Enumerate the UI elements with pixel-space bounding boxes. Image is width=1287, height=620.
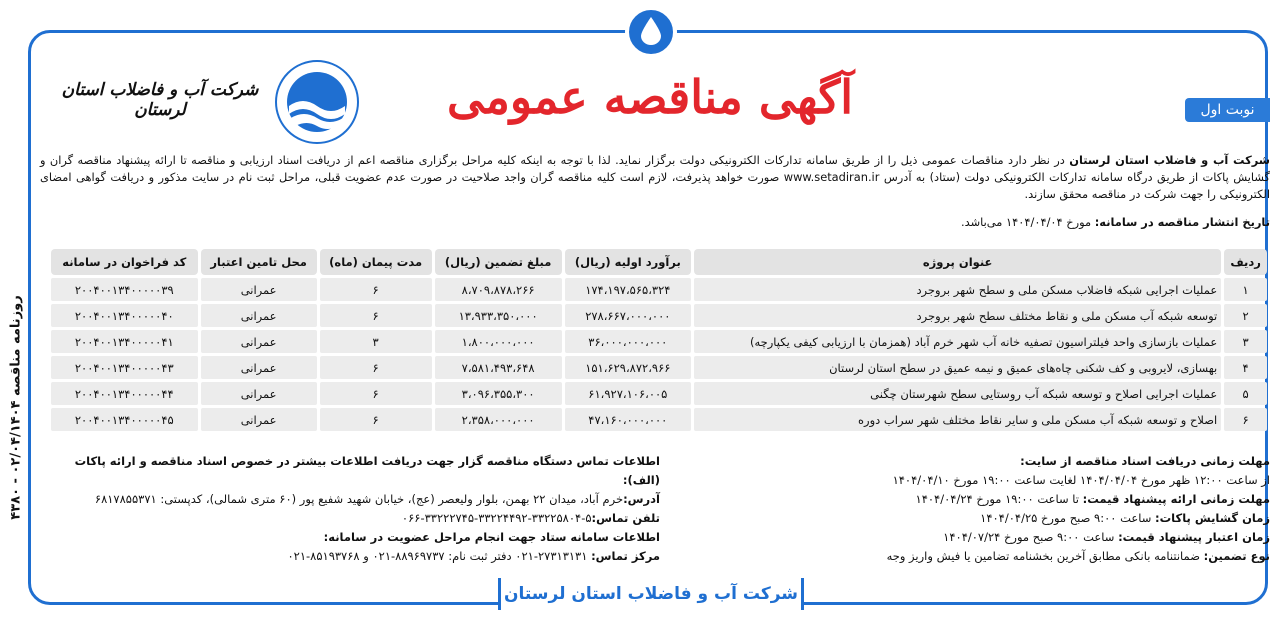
cell-row-number: ۵ — [1224, 382, 1267, 405]
cell-project-title: عملیات بازسازی واحد فیلتراسیون تصفیه خانه آب شهر خرم آباد (همزمان با ارزیابی کیفی یکپارچه) — [694, 330, 1221, 353]
tender-table — [48, 246, 1270, 434]
col-code: کد فراخوان در سامانه — [51, 249, 198, 275]
cell-row-number: ۲ — [1224, 304, 1267, 327]
cell-estimate: ۶۱،۹۲۷،۱۰۶،۰۰۵ — [565, 382, 691, 405]
cell-duration: ۳ — [320, 330, 432, 353]
cell-code: ۲۰۰۴۰۰۱۳۴۰۰۰۰۰۴۳ — [51, 356, 198, 379]
call-center-value: ۲۷۳۱۳۱۳۱-۰۲۱ دفتر ثبت نام: ۸۸۹۶۹۷۳۷-۰۲۱ و ۸۵۱۹۳۷۶۸-۰۲۱ — [287, 549, 592, 563]
address-value: خرم آباد، میدان ۲۲ بهمن، بلوار ولیعصر (عج)، خیابان شهید شفیع پور (۶۰ متری شمالی)، کدپستی: ۶۸۱۷۸۵۵۳۷۱ — [94, 492, 624, 506]
cell-row-number: ۱ — [1224, 278, 1267, 301]
water-drop-icon — [625, 6, 677, 58]
intro-text: در نظر دارد مناقصات عمومی ذیل را از طریق سامانه تدارکات الکترونیکی دولت برگزار نماید. لذا با توجه به اینکه کلیه مراحل برگزاری مناقصه اعم از دریافت اسناد ارزیابی و مناقصه تا ارائه پیشنهاد مناقصه گران و گشایش پاکات از طریق درگاه سامانه تدارکات الکترونیکی دولت (ستاد) به آدرس www.setadiran.ir صورت خواهد پذیرفت، لازم است کلیه مناقصه گران واجد صلاحیت در صورت عدم عضویت قبلی، مراحل ثبت نام در سایت مذکور و دریافت گواهی امضای الکترونیکی را جهت شرکت در مناقصه محقق سازند. — [40, 153, 1270, 201]
cell-funding: عمرانی — [201, 382, 317, 405]
cell-estimate: ۲۷۸،۶۶۷،۰۰۰،۰۰۰ — [565, 304, 691, 327]
cell-guarantee: ۸،۷۰۹،۸۷۸،۲۶۶ — [435, 278, 562, 301]
cell-guarantee: ۷،۵۸۱،۴۹۳،۶۴۸ — [435, 356, 562, 379]
publish-date — [40, 215, 1270, 229]
company-logo-name: شرکت آب و فاضلاب استان لرستان — [61, 80, 259, 120]
cell-duration: ۶ — [320, 408, 432, 431]
cell-estimate: ۱۵۱،۶۲۹،۸۷۲،۹۶۶ — [565, 356, 691, 379]
cell-code: ۲۰۰۴۰۰۱۳۴۰۰۰۰۰۴۰ — [51, 304, 198, 327]
cell-guarantee: ۲،۳۵۸،۰۰۰،۰۰۰ — [435, 408, 562, 431]
opening-value: ساعت ۹:۰۰ صبح مورخ ۱۴۰۴/۰۴/۲۵ — [980, 511, 1156, 525]
deadlines-block — [670, 452, 1270, 566]
cell-estimate: ۴۷،۱۶۰،۰۰۰،۰۰۰ — [565, 408, 691, 431]
publish-label: تاریخ انتشار مناقصه در سامانه: — [1094, 215, 1270, 229]
cell-row-number: ۴ — [1224, 356, 1267, 379]
table-row — [51, 356, 1267, 379]
cell-project-title: اصلاح و توسعه شبکه آب مسکن ملی و سایر نقاط مختلف شهر سراب دوره — [694, 408, 1221, 431]
cell-duration: ۶ — [320, 382, 432, 405]
contact-heading: اطلاعات تماس دستگاه مناقصه گزار جهت دریافت اطلاعات بیشتر در خصوص اسناد مناقصه و ارائه پاکات (الف): — [74, 454, 660, 487]
cell-code: ۲۰۰۴۰۰۱۳۴۰۰۰۰۰۴۱ — [51, 330, 198, 353]
col-project-title: عنوان پروژه — [694, 249, 1221, 275]
cell-project-title: عملیات اجرایی اصلاح و توسعه شبکه آب روستایی سطح شهرستان چگنی — [694, 382, 1221, 405]
validity-value: ساعت ۹:۰۰ صبح مورخ ۱۴۰۴/۰۷/۲۴ — [943, 530, 1119, 544]
company-logo — [275, 60, 359, 144]
phone-label: تلفن تماس: — [591, 511, 660, 525]
table-row — [51, 382, 1267, 405]
call-center-label: مرکز تماس: — [591, 549, 660, 563]
setad-heading: اطلاعات سامانه ستاد جهت انجام مراحل عضویت در سامانه: — [323, 530, 660, 544]
contact-block — [40, 452, 660, 566]
table-row — [51, 304, 1267, 327]
intro-paragraph — [40, 152, 1270, 203]
cell-project-title: توسعه شبکه آب مسکن ملی و نقاط مختلف سطح شهر بروجرد — [694, 304, 1221, 327]
table-row — [51, 408, 1267, 431]
cell-row-number: ۳ — [1224, 330, 1267, 353]
col-funding: محل تامین اعتبار — [201, 249, 317, 275]
doc-deadline-label: مهلت زمانی دریافت اسناد مناقصه از سایت: — [1020, 454, 1270, 468]
side-stamp — [6, 270, 26, 540]
cell-project-title: بهسازی، لایروبی و کف شکنی چاه‌های عمیق و نیمه عمیق در سطح استان لرستان — [694, 356, 1221, 379]
cell-funding: عمرانی — [201, 408, 317, 431]
turn-badge: نوبت اول — [1185, 98, 1270, 122]
cell-funding: عمرانی — [201, 304, 317, 327]
cell-funding: عمرانی — [201, 356, 317, 379]
side-stamp-text: روزنامه مناقصه ۰۲/۰۴/۱۴۰۴ - ۴۳۸۰ — [8, 295, 24, 520]
doc-deadline-value: از ساعت ۱۲:۰۰ ظهر مورخ ۱۴۰۴/۰۴/۰۴ لغایت ساعت ۱۹:۰۰ مورخ ۱۴۰۴/۰۴/۱۰ — [892, 473, 1270, 487]
publish-text: مورخ ۱۴۰۴/۰۴/۰۴ می‌باشد. — [961, 215, 1095, 229]
col-guarantee: مبلغ تضمین (ریال) — [435, 249, 562, 275]
ad-title: آگهی مناقصه عمومی — [446, 70, 854, 124]
cell-row-number: ۶ — [1224, 408, 1267, 431]
cell-duration: ۶ — [320, 278, 432, 301]
cell-code: ۲۰۰۴۰۰۱۳۴۰۰۰۰۰۴۴ — [51, 382, 198, 405]
guarantee-type-value: ضمانتنامه بانکی مطابق آخرین بخشنامه تضامین یا فیش واریز وجه — [886, 549, 1204, 563]
table-header-row — [51, 249, 1267, 275]
cell-duration: ۶ — [320, 356, 432, 379]
col-duration: مدت پیمان (ماه) — [320, 249, 432, 275]
cell-funding: عمرانی — [201, 330, 317, 353]
cell-funding: عمرانی — [201, 278, 317, 301]
cell-guarantee: ۳،۰۹۶،۳۵۵،۳۰۰ — [435, 382, 562, 405]
cell-estimate: ۱۷۴،۱۹۷،۵۶۵،۳۲۴ — [565, 278, 691, 301]
cell-project-title: عملیات اجرایی شبکه فاضلاب مسکن ملی و سطح شهر بروجرد — [694, 278, 1221, 301]
cell-code: ۲۰۰۴۰۰۱۳۴۰۰۰۰۰۴۵ — [51, 408, 198, 431]
col-estimate: برآورد اولیه (ریال) — [565, 249, 691, 275]
cell-estimate: ۳۶،۰۰۰،۰۰۰،۰۰۰ — [565, 330, 691, 353]
phone-value: ۵-۳۳۲۲۵۸۰۴-۳۳۲۲۴۴۹۲-۳۳۲۲۲۷۴۵-۰۶۶ — [401, 511, 592, 525]
cell-guarantee: ۱۳،۹۳۳،۳۵۰،۰۰۰ — [435, 304, 562, 327]
bid-deadline-value: تا ساعت ۱۹:۰۰ مورخ ۱۴۰۴/۰۴/۲۴ — [915, 492, 1083, 506]
opening-label: زمان گشایش پاکات: — [1155, 511, 1270, 525]
table-row — [51, 330, 1267, 353]
guarantee-type-label: نوع تضمین: — [1203, 549, 1270, 563]
footer-company: شرکت آب و فاضلاب استان لرستان — [498, 578, 804, 610]
bid-deadline-label: مهلت زمانی ارائه پیشنهاد قیمت: — [1082, 492, 1270, 506]
validity-label: زمان اعتبار پیشنهاد قیمت: — [1118, 530, 1270, 544]
address-label: آدرس: — [623, 492, 660, 506]
table-row — [51, 278, 1267, 301]
cell-code: ۲۰۰۴۰۰۱۳۴۰۰۰۰۰۳۹ — [51, 278, 198, 301]
cell-guarantee: ۱،۸۰۰،۰۰۰،۰۰۰ — [435, 330, 562, 353]
col-row-number: ردیف — [1224, 249, 1267, 275]
cell-duration: ۶ — [320, 304, 432, 327]
intro-company: شرکت آب و فاضلاب استان لرستان — [1069, 153, 1270, 167]
